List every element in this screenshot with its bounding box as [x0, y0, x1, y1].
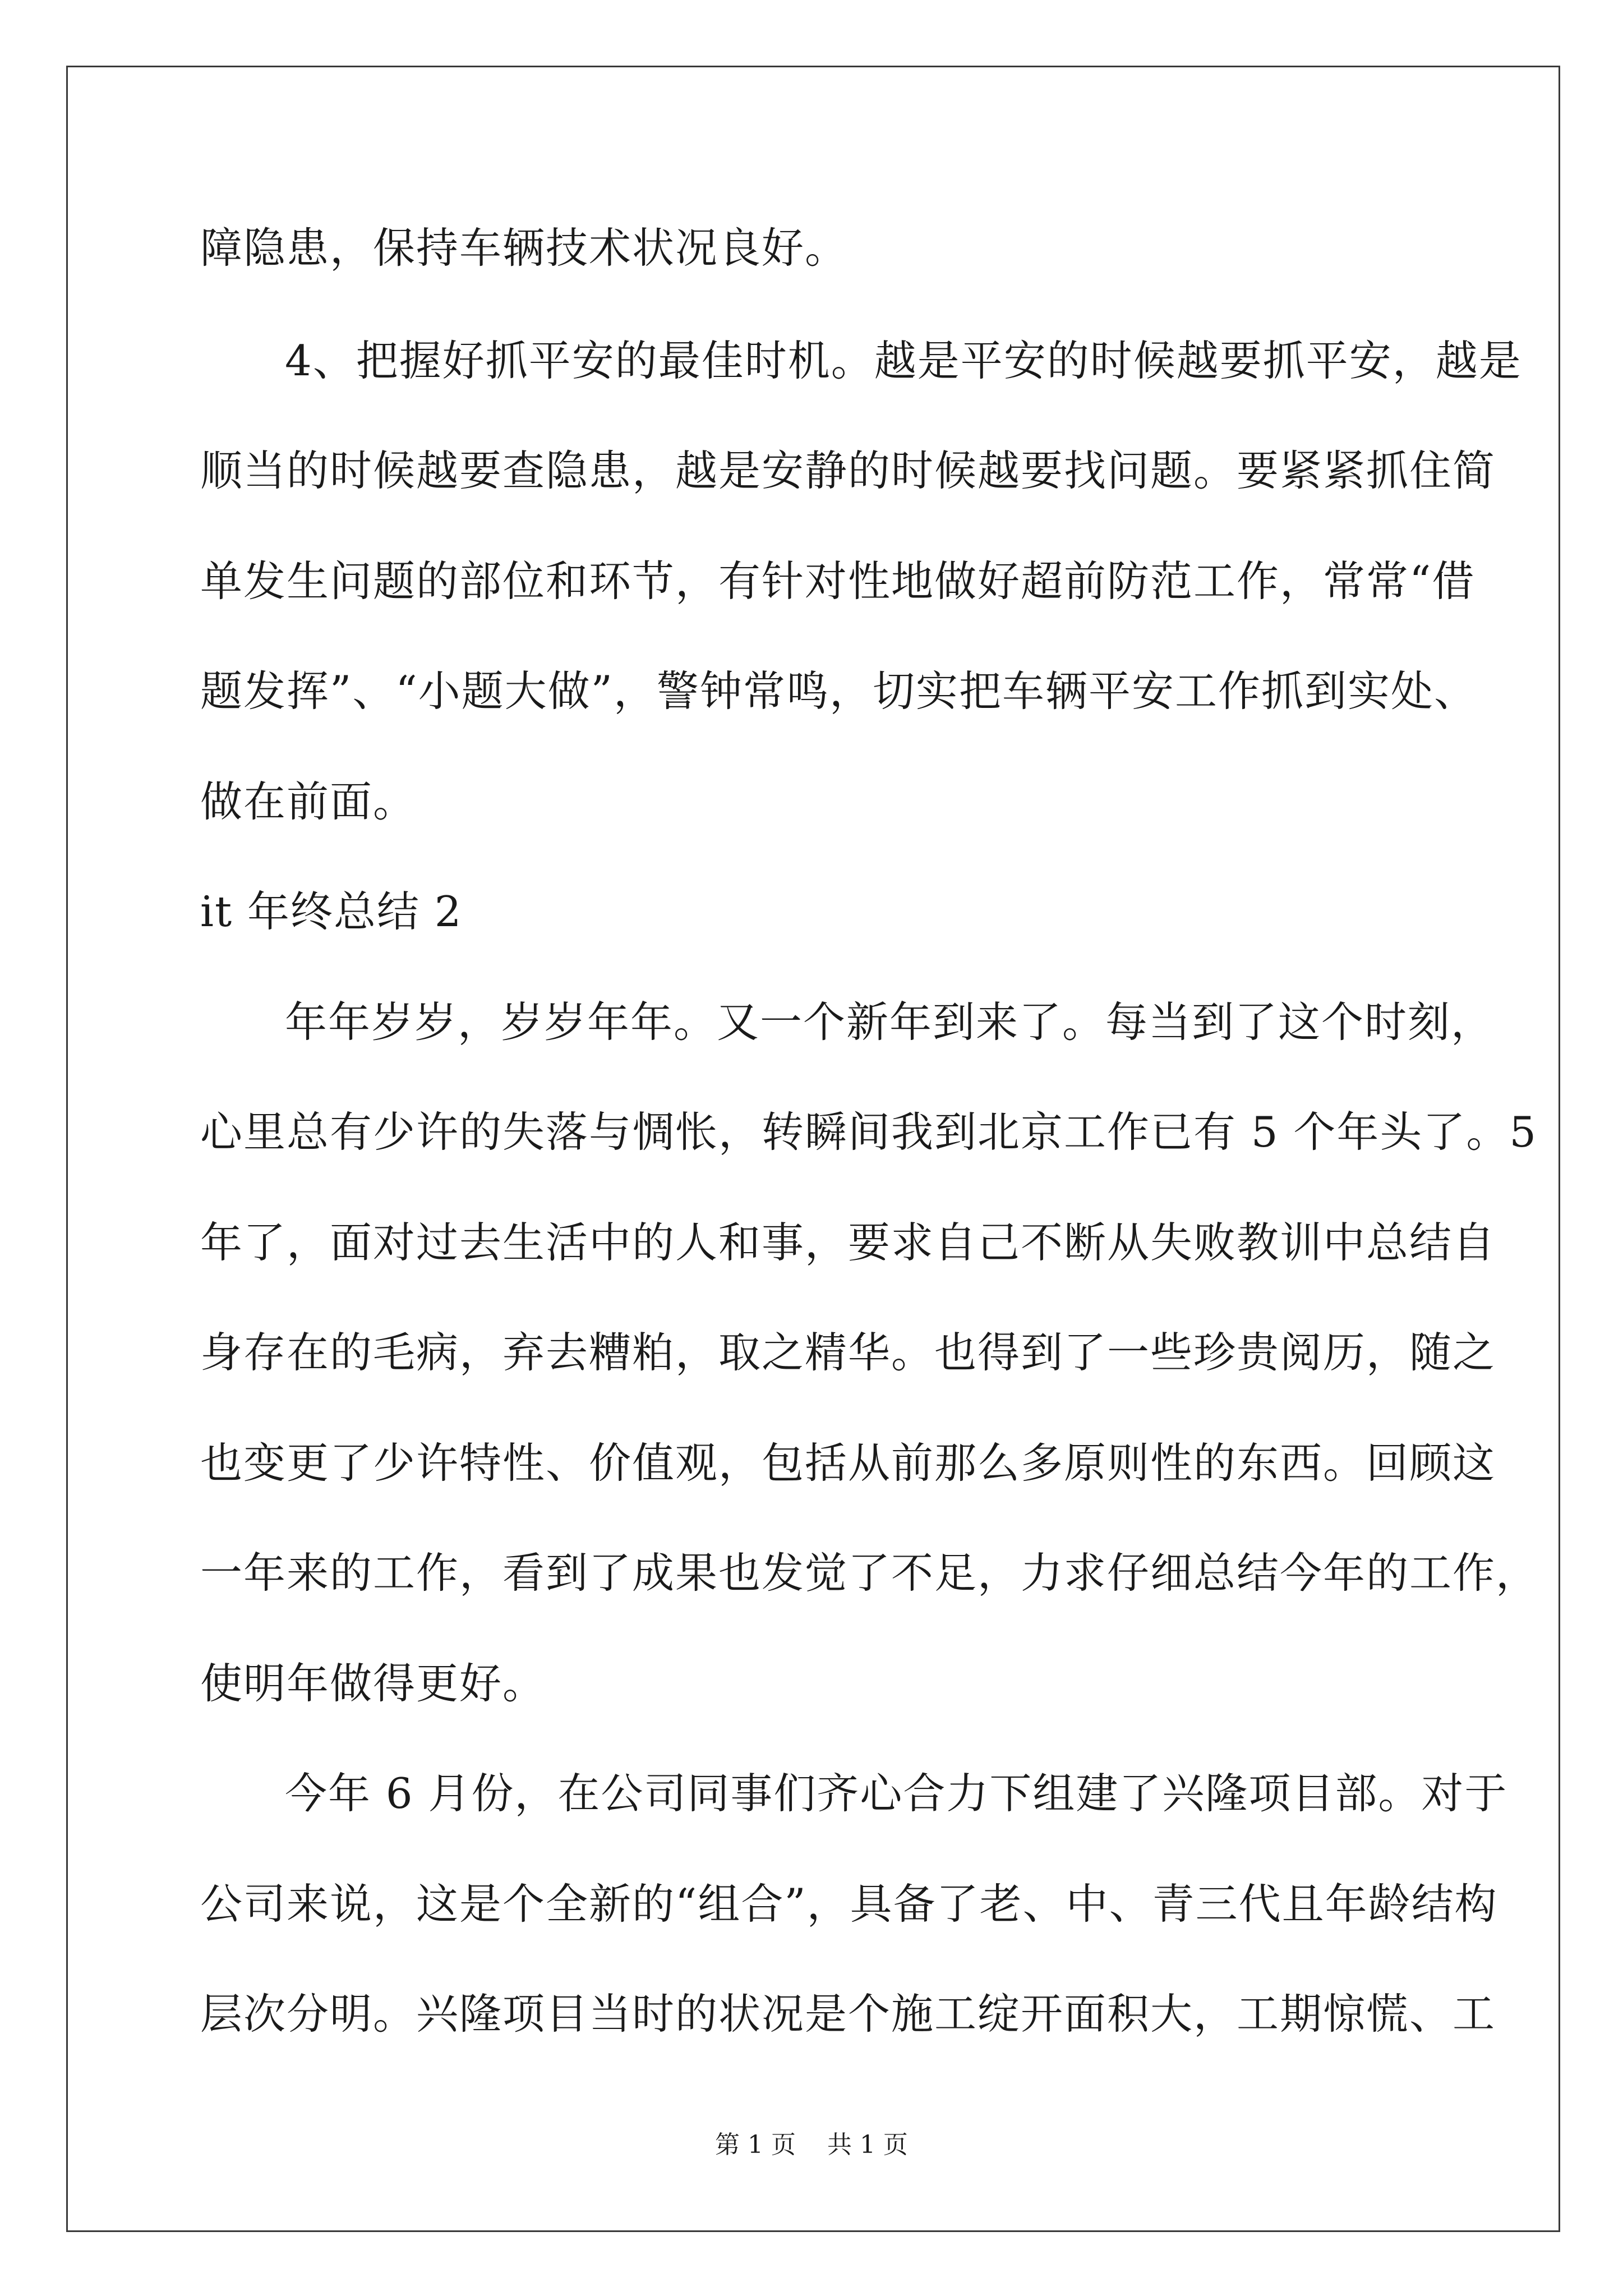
text-line: 使明年做得更好。	[200, 1659, 546, 1708]
text-line: 单发生问题的部位和环节，有针对性地做好超前防范工作，常常“借	[200, 556, 1476, 606]
text-line: 也变更了少许特性、价值观，包括从前那么多原则性的东西。回顾这	[200, 1438, 1496, 1488]
text-line: 公司来说，这是个全新的“组合”，具备了老、中、青三代且年龄结构	[200, 1879, 1498, 1929]
text-line: 做在前面。	[200, 777, 417, 826]
text-line: 年年岁岁，岁岁年年。又一个新年到来了。每当到了这个时刻，	[285, 997, 1495, 1047]
text-line: 障隐患，保持车辆技术状况良好。	[200, 223, 849, 273]
text-line: 层次分明。兴隆项目当时的状况是个施工绽开面积大，工期惊慌、工	[200, 1989, 1496, 2039]
text-line: 题发挥”、“小题大做”，警钟常鸣，切实把车辆平安工作抓到实处、	[200, 666, 1478, 716]
text-line: 今年 6 月份，在公司同事们齐心合力下组建了兴隆项目部。对于	[285, 1769, 1508, 1818]
section-heading: it 年终总结 2	[200, 887, 463, 936]
text-line: 心里总有少许的失落与惆怅，转瞬间我到北京工作已有 5 个年头了。5	[200, 1107, 1538, 1157]
text-line: 4、把握好抓平安的最佳时机。越是平安的时候越要抓平安，越是	[285, 336, 1522, 385]
page-number: 第 1 页 共 1 页	[715, 2131, 908, 2159]
text-line: 身存在的毛病，弃去糟粕，取之精华。也得到了一些珍贵阅历，随之	[200, 1328, 1496, 1377]
text-line: 一年来的工作，看到了成果也发觉了不足，力求仔细总结今年的工作，	[200, 1548, 1539, 1598]
text-line: 顺当的时候越要查隐患，越是安静的时候越要找问题。要紧紧抓住简	[200, 446, 1496, 495]
text-line: 年了，面对过去生活中的人和事，要求自己不断从失败教训中总结自	[200, 1218, 1496, 1267]
